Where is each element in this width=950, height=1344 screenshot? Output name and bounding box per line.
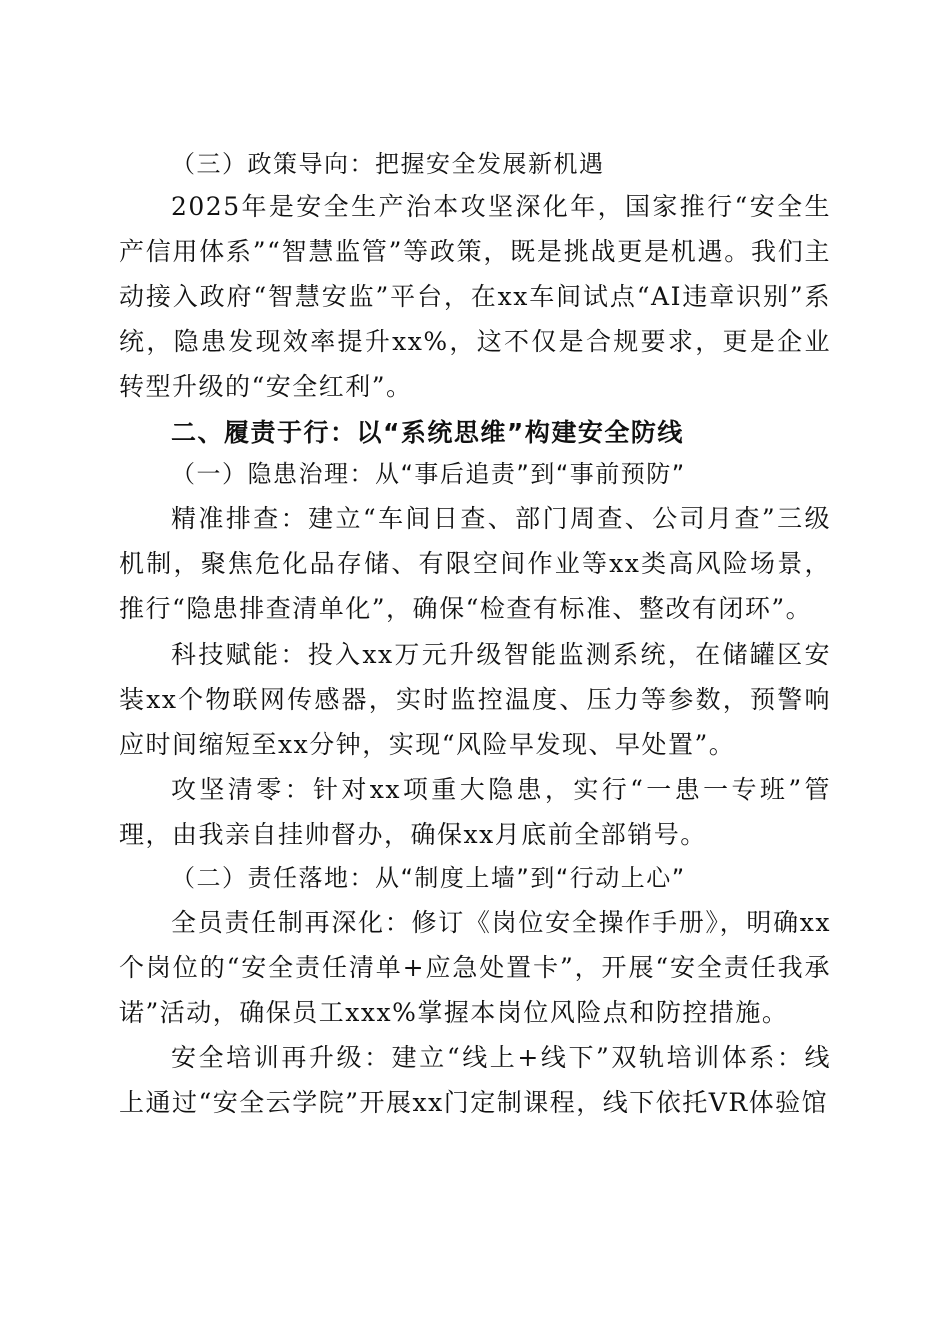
responsibility-paragraph-1: 全员责任制再深化：修订《岗位安全操作手册》，明确xx个岗位的“安全责任清单+应急处置卡”，开展“安全责任我承诺”活动，确保员工xxx%掌握本岗位风险点和防控措施。	[119, 908, 831, 1027]
responsibility-paragraph-2: 安全培训再升级：建立“线上+线下”双轨培训体系：线上通过“安全云学院”开展xx门定制课程，线下依托VR体验馆	[119, 1043, 831, 1117]
policy-heading: （三）政策导向：把握安全发展新机遇	[171, 150, 605, 178]
main-heading: 二、履责于行：以“系统思维”构建安全防线	[171, 418, 684, 447]
responsibility-heading: （二）责任落地：从“制度上墙”到“行动上心”	[171, 864, 686, 892]
hazard-paragraph-3: 攻坚清零：针对xx项重大隐患，实行“一患一专班”管理，由我亲自挂帅督办，确保xx月底前全部销号。	[119, 775, 831, 849]
hazard-heading: （一）隐患治理：从“事后追责”到“事前预防”	[171, 460, 686, 488]
hazard-paragraph-2: 科技赋能：投入xx万元升级智能监测系统，在储罐区安装xx个物联网传感器，实时监控温度、压力等参数，预警响应时间缩短至xx分钟，实现“风险早发现、早处置”。	[119, 640, 831, 759]
policy-paragraph: 2025年是安全生产治本攻坚深化年，国家推行“安全生产信用体系”“智慧监管”等政策，既是挑战更是机遇。我们主动接入政府“智慧安监”平台，在xx车间试点“AI违章识别”系统，隐患发现效率提升xx%，这不仅是合规要求，更是企业转型升级的“安全红利”。	[119, 192, 831, 401]
hazard-paragraph-1: 精准排查：建立“车间日查、部门周查、公司月查”三级机制，聚焦危化品存储、有限空间作业等xx类高风险场景，推行“隐患排查清单化”，确保“检查有标准、整改有闭环”。	[119, 504, 831, 623]
